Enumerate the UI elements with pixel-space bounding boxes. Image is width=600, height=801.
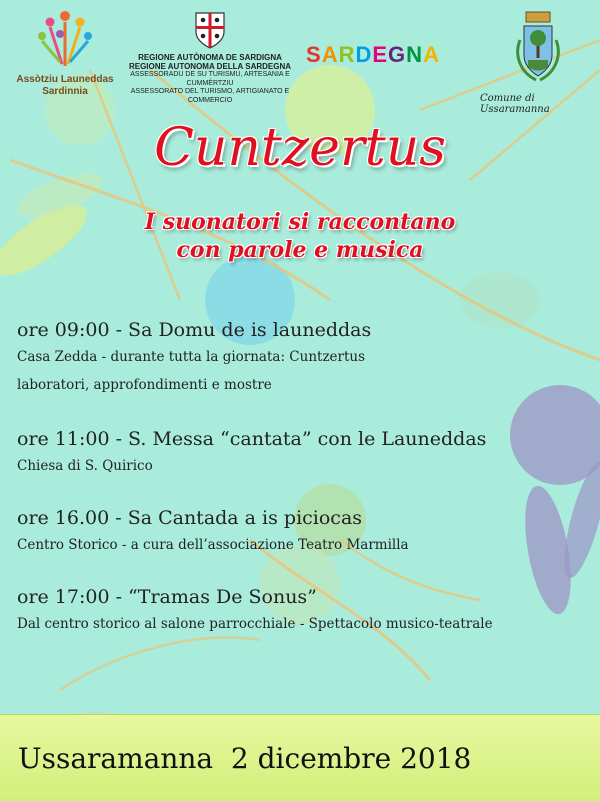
- event-detail-line1: Chiesa di S. Quirico: [17, 458, 153, 474]
- subtitle: [0, 208, 600, 264]
- comune-name: Comune di Ussaramanna: [480, 93, 550, 115]
- regione-crest-icon: [193, 10, 227, 50]
- event-4: [17, 585, 493, 635]
- event-heading: ore 17:00 - “Tramas De Sonus”: [17, 586, 317, 608]
- sardegna-logo: SARDEGNA: [306, 42, 440, 67]
- regione-assessorato-ita: ASSESSORATO DEL TURISMO, ARTIGIANATO E COMMERCIO: [130, 88, 290, 104]
- event-detail-line1: Dal centro storico al salone parrocchiale - Spettacolo musico-teatrale: [17, 616, 493, 632]
- launeddas-name-line1: Assòtziu Launeddas: [16, 74, 114, 85]
- event-1: [17, 318, 371, 396]
- comune-crest-icon: [510, 10, 566, 88]
- launeddas-name-line2: Sardinnia: [42, 86, 88, 97]
- launeddas-logo: [10, 8, 120, 98]
- event-detail-line1: Casa Zedda - durante tutta la giornata: Cuntzertus: [17, 349, 366, 365]
- regione-title-sard: REGIONE AUTÒNOMA DE SARDIGNA: [138, 53, 282, 62]
- subtitle-line2: con parole e musica: [176, 237, 424, 263]
- regione-assessorato-sard: ASSESSORADU DE SU TURISMU, ARTESANIA E CUMMÈRTZIU: [130, 71, 290, 87]
- footer-date-place: Ussaramanna 2 dicembre 2018: [18, 742, 472, 775]
- regione-title-ita: REGIONE AUTONOMA DELLA SARDEGNA: [128, 61, 292, 71]
- event-heading: ore 16.00 - Sa Cantada a is piciocas: [17, 507, 363, 529]
- subtitle-line1: I suonatori si raccontano: [144, 209, 456, 235]
- event-detail-line1: Centro Storico - a cura dell’associazione Teatro Marmilla: [17, 537, 409, 553]
- regione-logo: [115, 10, 305, 105]
- launeddas-emblem-icon: [30, 8, 100, 70]
- event-3: [17, 506, 409, 556]
- event-heading: ore 11:00 - S. Messa “cantata” con le Launeddas: [17, 428, 487, 450]
- page-title: Cuntzertus: [154, 118, 446, 178]
- event-detail-line2: laboratori, approfondimenti e mostre: [17, 377, 272, 393]
- event-2: [17, 427, 486, 477]
- event-heading: ore 09:00 - Sa Domu de is launeddas: [17, 319, 372, 341]
